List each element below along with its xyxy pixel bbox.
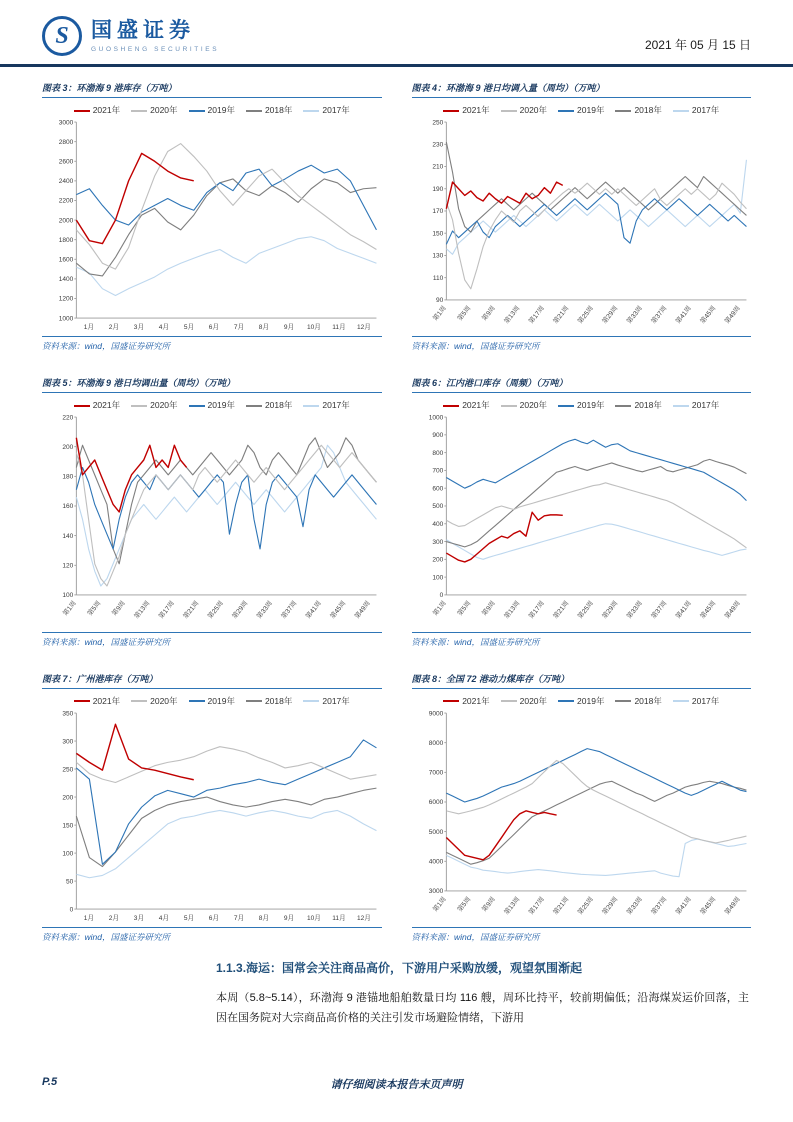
legend-item: 2020年 [501, 104, 547, 116]
svg-text:8月: 8月 [258, 914, 269, 922]
svg-text:第25周: 第25周 [576, 600, 595, 621]
legend-swatch [131, 110, 147, 112]
svg-text:12月: 12月 [356, 324, 371, 332]
legend-item: 2019年 [558, 104, 604, 116]
brand-name: 国盛证券 [91, 19, 195, 43]
svg-text:150: 150 [62, 821, 74, 829]
svg-text:8000: 8000 [428, 739, 443, 747]
svg-text:1000: 1000 [58, 315, 74, 323]
legend-item: 2020年 [501, 399, 547, 411]
chart-legend [42, 399, 382, 411]
svg-text:350: 350 [62, 709, 74, 717]
legend-item: 2017年 [673, 104, 719, 116]
page-footer [0, 1076, 793, 1092]
svg-text:9月: 9月 [283, 914, 295, 922]
svg-text:200: 200 [431, 556, 443, 564]
chart-legend [42, 104, 382, 116]
svg-text:0: 0 [439, 592, 443, 600]
svg-text:220: 220 [62, 414, 74, 422]
svg-text:第17周: 第17周 [527, 600, 546, 621]
svg-text:7000: 7000 [428, 769, 443, 777]
svg-text:第5周: 第5周 [456, 600, 472, 618]
svg-text:第49周: 第49周 [723, 304, 742, 326]
svg-text:50: 50 [66, 877, 74, 885]
section-paragraph: 本周（5.8~5.14），环渤海 9 港锚地船舶数量日均 116 艘，周环比持平，较前期偏低；沿海煤炭运价回落，主因在国务院对大宗商品高价格的关注引发市场避险情绪，下游用 [216, 991, 749, 1025]
svg-text:11月: 11月 [332, 914, 346, 922]
page-number: P.5 [42, 1076, 58, 1088]
legend-item: 2020年 [131, 104, 177, 116]
legend-item: 2017年 [303, 399, 349, 411]
report-header [0, 0, 793, 64]
svg-text:第37周: 第37周 [649, 600, 668, 621]
chart-source: 资料来源：wind，国盛证券研究所 [42, 336, 382, 352]
legend-swatch [501, 405, 517, 407]
svg-text:第5周: 第5周 [86, 600, 103, 618]
svg-text:110: 110 [432, 274, 443, 282]
legend-swatch [303, 700, 319, 702]
svg-text:10月: 10月 [306, 324, 321, 332]
svg-text:第21周: 第21周 [182, 600, 201, 621]
svg-text:第29周: 第29周 [231, 600, 250, 621]
chart-block-figure-4 [412, 81, 752, 352]
chart-legend [42, 695, 382, 707]
svg-text:第21周: 第21周 [551, 600, 570, 621]
legend-item: 2019年 [558, 695, 604, 707]
svg-text:900: 900 [431, 432, 443, 440]
legend-swatch [615, 700, 631, 702]
svg-text:100: 100 [62, 592, 74, 600]
legend-item: 2018年 [246, 399, 292, 411]
svg-text:第37周: 第37周 [280, 600, 299, 621]
svg-text:400: 400 [431, 521, 443, 529]
svg-text:11月: 11月 [332, 324, 346, 332]
svg-text:1月: 1月 [83, 324, 94, 332]
legend-item: 2018年 [615, 695, 661, 707]
svg-text:210: 210 [431, 163, 443, 171]
charts-grid [0, 67, 793, 943]
svg-text:第33周: 第33周 [625, 304, 644, 326]
svg-text:2600: 2600 [58, 158, 74, 166]
svg-text:5月: 5月 [183, 324, 195, 332]
legend-swatch [74, 700, 90, 702]
svg-text:3月: 3月 [133, 324, 145, 332]
chart-legend [412, 399, 752, 411]
svg-text:第21周: 第21周 [551, 304, 570, 326]
svg-text:130: 130 [431, 252, 443, 260]
legend-item: 2021年 [443, 104, 489, 116]
legend-swatch [246, 110, 262, 112]
legend-item: 2019年 [558, 399, 604, 411]
svg-text:第45周: 第45周 [698, 895, 717, 916]
chart-source: 资料来源：wind，国盛证券研究所 [412, 927, 752, 943]
svg-text:8月: 8月 [258, 324, 269, 332]
svg-text:700: 700 [431, 467, 443, 475]
svg-text:第13周: 第13周 [502, 600, 521, 621]
svg-text:第17周: 第17周 [527, 895, 546, 916]
legend-swatch [615, 110, 631, 112]
chart-source: 资料来源：wind，国盛证券研究所 [42, 927, 382, 943]
svg-text:第9周: 第9周 [480, 304, 497, 323]
svg-text:100: 100 [62, 849, 74, 857]
svg-text:190: 190 [431, 185, 443, 193]
svg-text:第9周: 第9周 [480, 600, 497, 618]
svg-text:第29周: 第29周 [600, 304, 619, 326]
legend-item: 2018年 [615, 399, 661, 411]
legend-item: 2021年 [443, 695, 489, 707]
svg-text:200: 200 [62, 793, 74, 801]
svg-text:5000: 5000 [428, 828, 443, 836]
svg-text:第41周: 第41周 [674, 304, 693, 326]
svg-text:第29周: 第29周 [600, 600, 619, 621]
svg-text:150: 150 [431, 230, 443, 238]
svg-text:1800: 1800 [58, 236, 74, 244]
legend-item: 2019年 [189, 104, 235, 116]
legend-swatch [443, 700, 459, 702]
line-chart [42, 116, 382, 334]
legend-item: 2018年 [246, 104, 292, 116]
svg-text:2月: 2月 [108, 324, 119, 332]
legend-swatch [443, 405, 459, 407]
svg-text:第45周: 第45周 [329, 600, 348, 621]
svg-text:9月: 9月 [283, 324, 295, 332]
legend-item: 2020年 [131, 399, 177, 411]
chart-block-figure-7 [42, 672, 382, 943]
svg-text:12月: 12月 [356, 914, 371, 922]
svg-text:第9周: 第9周 [480, 895, 497, 913]
section-shipping [0, 943, 793, 1029]
svg-text:7月: 7月 [233, 324, 245, 332]
svg-text:第1周: 第1周 [431, 304, 448, 323]
legend-swatch [189, 110, 205, 112]
brand-subtitle: GUOSHENG SECURITIES [91, 45, 220, 53]
svg-text:第13周: 第13周 [502, 895, 521, 916]
chart-legend [412, 695, 752, 707]
legend-swatch [558, 110, 574, 112]
svg-text:250: 250 [431, 119, 443, 127]
section-heading: 1.1.3.海运：国常会关注商品高价，下游用户采购放缓，观望氛围渐起 [216, 960, 583, 975]
line-chart [412, 707, 752, 925]
line-chart [42, 411, 382, 629]
svg-text:7月: 7月 [233, 914, 245, 922]
legend-swatch [443, 110, 459, 112]
svg-text:第25周: 第25周 [576, 895, 595, 916]
chart-block-figure-5 [42, 376, 382, 647]
svg-text:第45周: 第45周 [698, 600, 717, 621]
chart-source: 资料来源：wind，国盛证券研究所 [42, 632, 382, 648]
brand [42, 16, 219, 56]
svg-text:第13周: 第13周 [133, 600, 152, 621]
svg-text:第5周: 第5周 [456, 895, 472, 913]
chart-block-figure-3 [42, 81, 382, 352]
legend-swatch [558, 405, 574, 407]
svg-text:2月: 2月 [108, 914, 119, 922]
legend-swatch [673, 110, 689, 112]
svg-text:第21周: 第21周 [551, 895, 570, 916]
legend-item: 2021年 [74, 695, 120, 707]
svg-text:500: 500 [431, 503, 443, 511]
svg-text:4月: 4月 [158, 324, 169, 332]
svg-text:1200: 1200 [58, 295, 74, 303]
svg-text:2000: 2000 [58, 217, 74, 225]
guosheng-logo-icon: S [42, 16, 82, 56]
legend-swatch [501, 700, 517, 702]
svg-text:1000: 1000 [428, 414, 443, 422]
legend-item: 2021年 [443, 399, 489, 411]
svg-text:第37周: 第37周 [649, 304, 668, 326]
svg-text:第5周: 第5周 [456, 304, 472, 323]
svg-text:第9周: 第9周 [111, 600, 127, 618]
svg-text:1400: 1400 [58, 276, 74, 284]
chart-title: 图表 7：广州港库存（万吨） [42, 672, 382, 689]
chart-title: 图表 5：环渤海 9 港日均调出量（周均）（万吨） [42, 376, 382, 393]
svg-text:第25周: 第25周 [576, 304, 595, 326]
svg-text:0: 0 [69, 905, 74, 913]
svg-text:5月: 5月 [183, 914, 195, 922]
svg-text:第45周: 第45周 [698, 304, 717, 326]
legend-item: 2020年 [501, 695, 547, 707]
legend-swatch [673, 700, 689, 702]
svg-text:300: 300 [62, 737, 74, 745]
svg-text:第17周: 第17周 [527, 304, 546, 326]
legend-swatch [74, 405, 90, 407]
line-chart [42, 707, 382, 925]
svg-text:800: 800 [431, 450, 443, 458]
footer-disclaimer: 请仔细阅读本报告末页声明 [330, 1079, 463, 1091]
svg-text:10月: 10月 [306, 914, 321, 922]
legend-item: 2020年 [131, 695, 177, 707]
svg-text:第13周: 第13周 [502, 304, 521, 326]
svg-text:3000: 3000 [428, 887, 443, 895]
svg-text:第33周: 第33周 [625, 600, 644, 621]
svg-text:6000: 6000 [428, 798, 443, 806]
svg-text:3000: 3000 [58, 119, 74, 127]
chart-title: 图表 4：环渤海 9 港日均调入量（周均）（万吨） [412, 81, 752, 98]
svg-text:140: 140 [62, 533, 74, 541]
svg-text:第33周: 第33周 [255, 600, 274, 621]
chart-source: 资料来源：wind，国盛证券研究所 [412, 336, 752, 352]
line-chart [412, 116, 752, 334]
legend-item: 2017年 [303, 104, 349, 116]
legend-swatch [74, 110, 90, 112]
legend-item: 2019年 [189, 399, 235, 411]
svg-text:第17周: 第17周 [157, 600, 176, 621]
svg-text:250: 250 [62, 765, 74, 773]
legend-swatch [303, 110, 319, 112]
svg-text:4000: 4000 [428, 858, 443, 866]
line-chart [412, 411, 752, 629]
legend-swatch [558, 700, 574, 702]
svg-text:100: 100 [431, 574, 443, 582]
chart-title: 图表 8：全国 72 港动力煤库存（万吨） [412, 672, 752, 689]
svg-text:第37周: 第37周 [649, 895, 668, 916]
svg-text:170: 170 [431, 208, 443, 216]
svg-text:第49周: 第49周 [353, 600, 372, 621]
legend-swatch [246, 700, 262, 702]
legend-item: 2018年 [615, 104, 661, 116]
legend-item: 2021年 [74, 399, 120, 411]
chart-block-figure-8 [412, 672, 752, 943]
brand-text [91, 19, 219, 52]
chart-title: 图表 6：江内港口库存（周频）（万吨） [412, 376, 752, 393]
svg-text:4月: 4月 [158, 914, 169, 922]
legend-swatch [189, 700, 205, 702]
svg-text:600: 600 [431, 485, 443, 493]
legend-swatch [131, 405, 147, 407]
legend-item: 2019年 [189, 695, 235, 707]
svg-text:200: 200 [62, 444, 74, 452]
legend-swatch [189, 405, 205, 407]
svg-text:2400: 2400 [58, 178, 74, 186]
svg-text:3月: 3月 [133, 914, 145, 922]
chart-block-figure-6 [412, 376, 752, 647]
svg-text:180: 180 [62, 473, 74, 481]
legend-item: 2018年 [246, 695, 292, 707]
legend-item: 2017年 [303, 695, 349, 707]
report-date: 2021 年 05 月 15 日 [644, 38, 751, 52]
chart-title: 图表 3：环渤海 9 港库存（万吨） [42, 81, 382, 98]
svg-text:2200: 2200 [58, 197, 74, 205]
svg-text:230: 230 [431, 141, 443, 149]
svg-text:90: 90 [435, 297, 443, 305]
legend-swatch [303, 405, 319, 407]
svg-text:9000: 9000 [428, 709, 443, 717]
svg-text:1600: 1600 [58, 256, 74, 264]
legend-swatch [673, 405, 689, 407]
legend-swatch [246, 405, 262, 407]
legend-item: 2021年 [74, 104, 120, 116]
chart-legend [412, 104, 752, 116]
svg-text:1月: 1月 [83, 914, 94, 922]
svg-text:2800: 2800 [58, 138, 74, 146]
svg-text:120: 120 [62, 562, 74, 570]
legend-item: 2017年 [673, 399, 719, 411]
legend-swatch [501, 110, 517, 112]
svg-text:300: 300 [431, 539, 443, 547]
svg-text:第33周: 第33周 [625, 895, 644, 916]
legend-item: 2017年 [673, 695, 719, 707]
svg-text:第25周: 第25周 [206, 600, 225, 621]
svg-text:第1周: 第1周 [431, 895, 448, 913]
svg-text:6月: 6月 [208, 914, 219, 922]
svg-text:第41周: 第41周 [674, 895, 693, 916]
chart-source: 资料来源：wind，国盛证券研究所 [412, 632, 752, 648]
legend-swatch [615, 405, 631, 407]
svg-text:160: 160 [62, 503, 74, 511]
svg-text:第1周: 第1周 [62, 600, 78, 618]
svg-text:6月: 6月 [208, 324, 219, 332]
svg-text:第41周: 第41周 [674, 600, 693, 621]
svg-text:第49周: 第49周 [723, 600, 742, 621]
legend-swatch [131, 700, 147, 702]
svg-text:第41周: 第41周 [304, 600, 323, 621]
svg-text:第49周: 第49周 [723, 895, 742, 916]
svg-text:第1周: 第1周 [431, 600, 448, 618]
svg-text:第29周: 第29周 [600, 895, 619, 916]
